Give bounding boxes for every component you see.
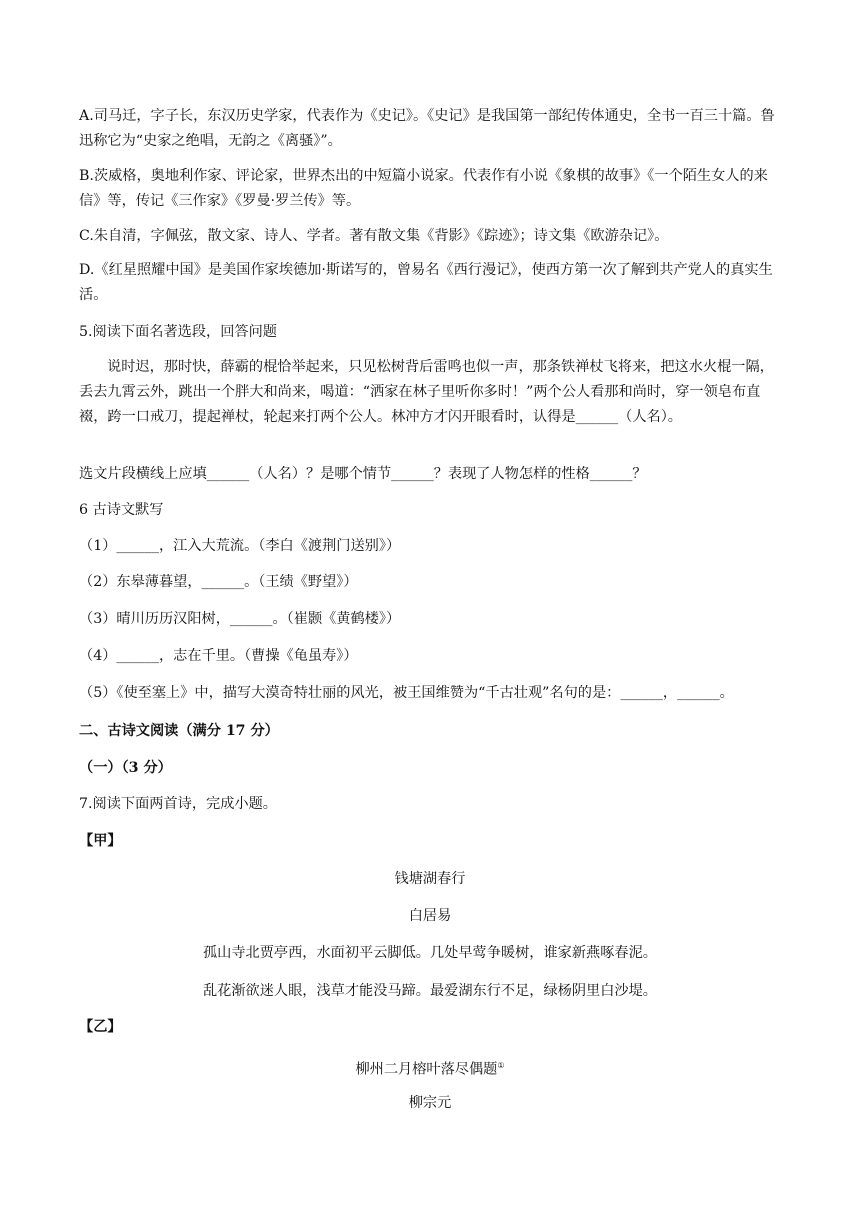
question-5-passage: 说时迟，那时快，薛霸的棍恰举起来，只见松树背后雷鸣也似一声，那条铁禅杖飞将来，把这水火棍一隔，丢去九霄云外，跳出一个胖大和尚来，喝道：“洒家在林子里听你多时！”两个公人看那和尚时，穿一领皂布直裰，跨一口戒刀，提起禅杖，轮起来打两个公人。林冲方才闪开眼看时，认得是______（人名）。 [79,359,774,425]
dictation-item-3: （3）晴川历历汉阳树，______。（崔颢《黄鹤楼》） [79,611,401,627]
dictation-item-2: （2）东皋薄暮望，______。（王绩《野望》） [79,574,358,590]
subsection-1-heading: （一）（3 分） [79,760,172,776]
dictation-item-5: （5）《使至塞上》中，描写大漠奇特壮丽的风光，被王国维赞为“千古壮观”名句的是：______，______。 [79,685,734,701]
poem-1-author: 白居易 [408,908,452,924]
poem-1-title: 钱塘湖春行 [394,871,466,887]
question-7-title: 7.阅读下面两首诗，完成小题。 [79,796,277,812]
question-6-title: 6 古诗文默写 [79,502,164,518]
poem-label-jia: 【甲】 [79,833,122,849]
dictation-item-4: （4）______，志在千里。（曹操《龟虽寿》） [79,648,358,664]
question-5-prompt: 选文片段横线上应填______（人名）？是哪个情节______？表现了人物怎样的性格______？ [79,466,647,482]
option-d: D.《红星照耀中国》是美国作家埃德加·斯诺写的，曾易名《西行漫记》，使西方第一次了解到共产党人的真实生活。 [79,262,773,303]
option-b: B.茨威格，奥地利作家、评论家，世界杰出的中短篇小说家。代表作有小说《象棋的故事》《一个陌生女人的来信》等，传记《三作家》《罗曼·罗兰传》等。 [79,168,768,209]
dictation-item-1: （1）______，江入大荒流。（李白《渡荆门送别》） [79,538,401,554]
poem-1-line-2: 乱花渐欲迷人眼，浅草才能没马蹄。最爱湖东行不足，绿杨阴里白沙堤。 [202,983,657,999]
poem-2-author: 柳宗元 [408,1095,452,1111]
poem-label-yi: 【乙】 [79,1019,122,1035]
question-5-title: 5.阅读下面名著选段，回答问题 [79,324,277,340]
section-2-heading: 二、古诗文阅读（满分 17 分） [79,723,279,739]
poem-2-title-line [79,1053,781,1083]
poem-2-title: 柳州二月榕叶落尽偶题 [355,1061,498,1078]
option-c: C.朱自清，字佩弦，散文家、诗人、学者。著有散文集《背影》《踪迹》；诗文集《欧游杂记》。 [79,228,669,244]
footnote-marker: ① [497,1061,505,1070]
option-a: A.司马迁，字子长，东汉历史学家，代表作为《史记》。《史记》是我国第一部纪传体通史，全书一百三十篇。鲁迅称它为“史家之绝唱，无韵之《离骚》”。 [79,108,775,149]
poem-1-line-1: 孤山寺北贾亭西，水面初平云脚低。几处早莺争暖树，谁家新燕啄春泥。 [202,945,657,961]
